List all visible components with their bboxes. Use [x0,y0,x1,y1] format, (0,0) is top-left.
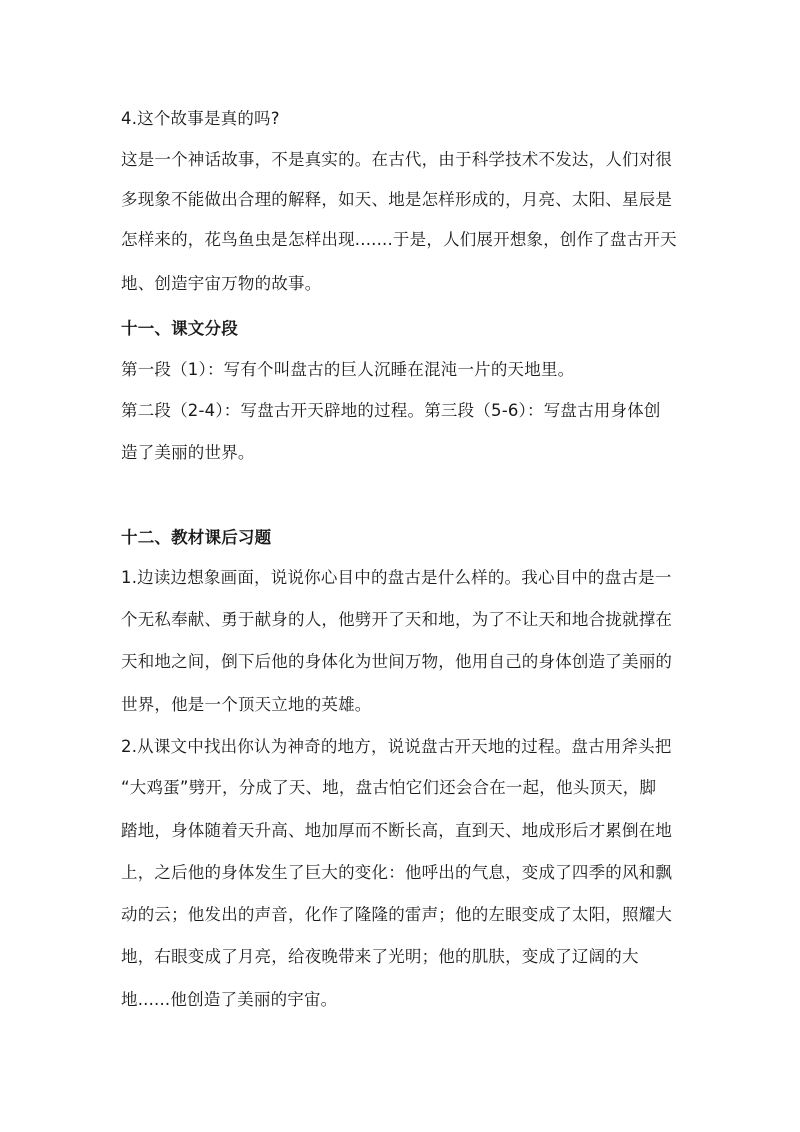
exercise-2-line: 2.从课文中找出你认为神奇的地方，说说盘古开天地的过程。盘古用斧头把 [121,737,672,756]
section-12-heading: 十二、教材课后习题 [121,528,272,547]
question-4-answer-line: 多现象不能做出合理的解释，如天、地是怎样形成的，月亮、太阳、星辰是 [121,190,673,209]
exercise-1-line: 个无私奉献、勇于献身的人，他劈开了天和地，为了不让天和地合拢就撑在 [121,610,673,629]
section-11-heading: 十一、课文分段 [121,319,238,338]
question-4-answer-line: 这是一个神话故事，不是真实的。在古代，由于科学技术不发达，人们对很 [121,150,673,169]
section-11-line: 第一段（1）：写有个叫盘古的巨人沉睡在混沌一片的天地里。 [121,360,575,379]
exercise-2-line: 动的云；他发出的声音，化作了隆隆的雷声；他的左眼变成了太阳，照耀大 [121,905,673,924]
exercise-2-line: 上，之后他的身体发生了巨大的变化：他呼出的气息，变成了四季的风和飘 [121,863,673,882]
exercise-2-line: 地......他创造了美丽的宇宙。 [121,990,338,1009]
exercise-2-line: “大鸡蛋”劈开，分成了天、地，盘古怕它们还会合在一起，他头顶天，脚 [121,778,657,797]
question-4-title: 4.这个故事是真的吗? [121,109,280,128]
exercise-1-line: 1.边读边想象画面，说说你心目中的盘古是什么样的。我心目中的盘古是一 [121,568,672,587]
question-4-answer-line: 地、创造宇宙万物的故事。 [121,274,322,293]
exercise-2-line: 踏地，身体随着天升高、地加厚而不断长高，直到天、地成形后才累倒在地 [121,821,673,840]
section-11-line: 第二段（2-4）：写盘古开天辟地的过程。第三段（5-6）：写盘古用身体创 [121,401,661,420]
question-4-answer-line: 怎样来的，花鸟鱼虫是怎样出现.......于是，人们展开想象，创作了盘古开天 [121,230,677,249]
exercise-2-line: 地，右眼变成了月亮，给夜晚带来了光明；他的肌肤，变成了辽阔的大 [121,947,639,966]
exercise-1-line: 天和地之间，倒下后他的身体化为世间万物，他用自己的身体创造了美丽的 [121,652,673,671]
exercise-1-line: 世界，他是一个顶天立地的英雄。 [121,695,372,714]
section-11-line: 造了美丽的世界。 [121,443,255,462]
